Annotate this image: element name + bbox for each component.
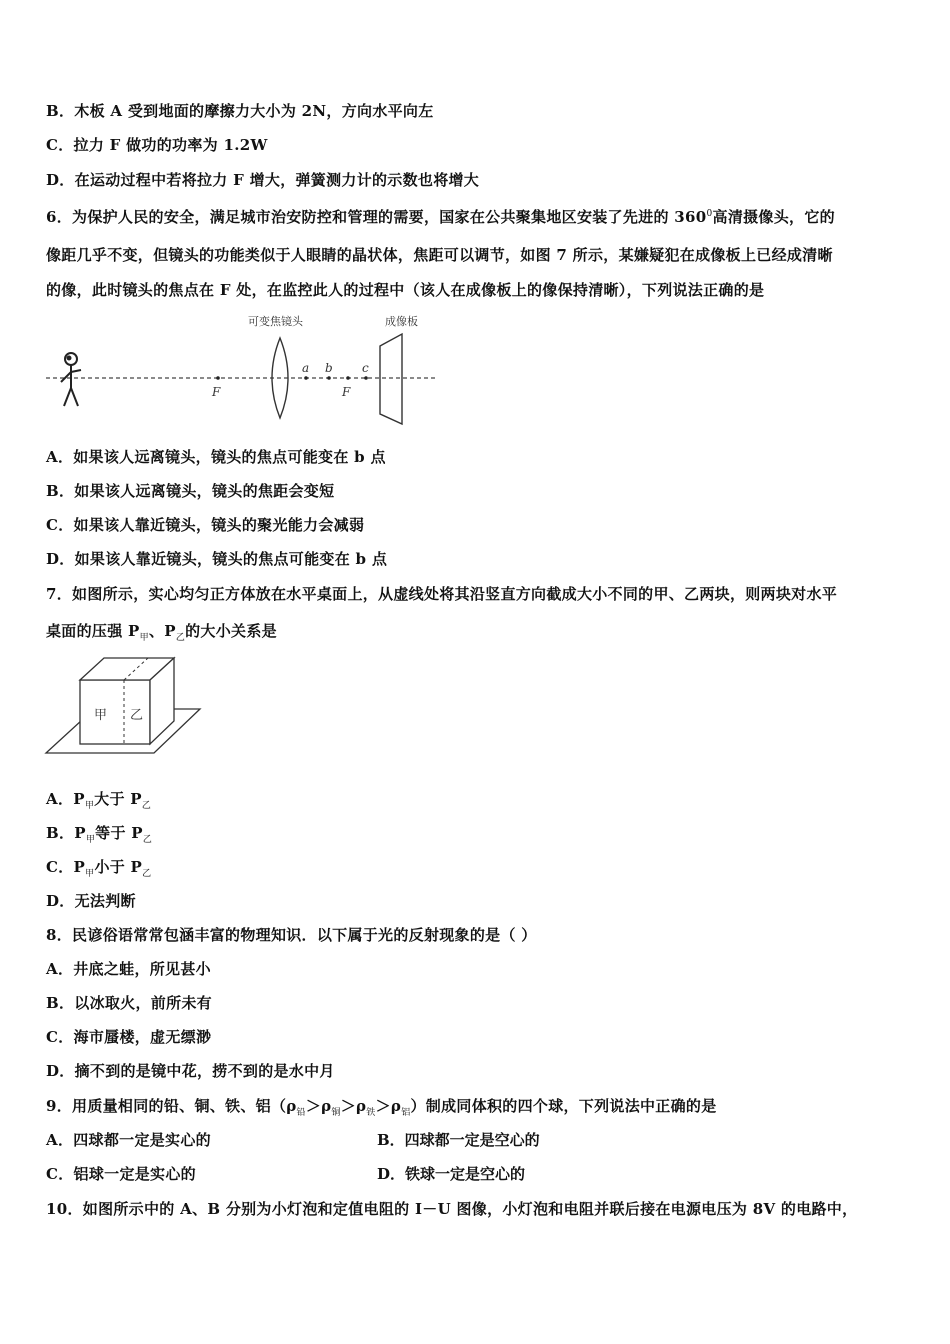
q7-option-a-sub2: 乙 (141, 801, 152, 811)
q7-stem-line2-b: 、P (148, 622, 176, 640)
q7-option-c-pre: C．P (46, 858, 86, 876)
point-a-label: a (302, 361, 310, 375)
q8-option-a: A．井底之蛙，所见甚小 (46, 960, 211, 978)
q9-stem-pre: 9．用质量相同的铅、铜、铁、铝（ρ (46, 1097, 297, 1115)
q10-stem: 10．如图所示中的 A、B 分别为小灯泡和定值电阻的 I－U 图像，小灯泡和电阻并联后接在电源电压为 8V 的电路中， (46, 1200, 858, 1218)
q9-stem-post: ）制成同体积的四个球，下列说法中正确的是 (410, 1097, 717, 1115)
q6-option-d: D．如果该人靠近镜头，镜头的焦点可能变在 b 点 (46, 550, 388, 568)
point-c (364, 376, 368, 380)
q6-stem-line2: 像距几乎不变，但镜头的功能类似于人眼睛的晶状体，焦距可以调节，如图 7 所示，某嫌疑犯在成像板上已经成清晰 (46, 246, 833, 264)
q7-cube-figure (44, 655, 204, 759)
q9-sub-copper: 铜 (331, 1108, 341, 1118)
q7-option-a-sub1: 甲 (84, 801, 95, 811)
screen-label: 成像板 (385, 315, 418, 328)
q9-gt3: ＞ρ (375, 1097, 402, 1115)
q9-option-a: A．四球都一定是实心的 (46, 1131, 211, 1149)
q6-stem-line1-b: 高清摄像头，它的 (712, 208, 835, 226)
q7-option-c (46, 857, 151, 884)
q6-degree-sup: 0 (706, 209, 713, 219)
q7-option-b (46, 823, 152, 850)
q7-option-d: D．无法判断 (46, 892, 136, 910)
q7-option-a (46, 789, 151, 816)
lens-label: 可变焦镜头 (248, 315, 303, 328)
person-icon (61, 353, 81, 406)
q7-option-c-mid: 小于 P (94, 858, 143, 876)
q9-sub-aluminum: 铝 (401, 1108, 411, 1118)
focus-point-right (346, 376, 350, 380)
q8-stem: 8．民谚俗语常常包涵丰富的物理知识．以下属于光的反射现象的是（ ） (46, 926, 537, 944)
focus-point-left (216, 376, 220, 380)
q6-stem-line1-a: 6．为保护人民的安全，满足城市治安防控和管理的需要，国家在公共聚集地区安装了先进的 360 (46, 208, 707, 226)
q5-option-d: D．在运动过程中若将拉力 F 增大，弹簧测力计的示数也将增大 (46, 171, 480, 189)
q9-sub-lead: 铅 (296, 1108, 306, 1118)
q9-option-d: D．铁球一定是空心的 (377, 1165, 526, 1183)
q7-option-b-sub2: 乙 (142, 835, 153, 845)
q9-stem (46, 1096, 717, 1123)
point-b-label: b (325, 361, 333, 375)
point-a (304, 376, 308, 380)
q5-option-b: B．木板 A 受到地面的摩擦力大小为 2N，方向水平向左 (46, 102, 434, 120)
q7-stem-line2-a: 桌面的压强 P (46, 622, 140, 640)
q7-option-a-pre: A．P (46, 790, 85, 808)
point-b (327, 376, 331, 380)
q9-sub-iron: 铁 (366, 1108, 376, 1118)
focus-label-left: F (212, 385, 221, 399)
q7-stem-line2 (46, 621, 277, 648)
q7-sub-yi: 乙 (175, 633, 186, 643)
q9-option-b: B．四球都一定是空心的 (377, 1131, 540, 1149)
q6-option-b: B．如果该人远离镜头，镜头的焦距会变短 (46, 482, 335, 500)
label-jia: 甲 (94, 708, 108, 723)
q8-option-c: C．海市蜃楼，虚无缥渺 (46, 1028, 212, 1046)
q8-option-b: B．以冰取火，前所未有 (46, 994, 212, 1012)
q7-option-b-pre: B．P (46, 824, 86, 842)
image-screen (380, 334, 402, 424)
q7-option-c-sub1: 甲 (85, 869, 95, 879)
q8-option-d: D．摘不到的是镜中花，捞不到的是水中月 (46, 1062, 335, 1080)
q7-option-b-sub1: 甲 (85, 835, 96, 845)
focus-label-right: F (342, 385, 351, 399)
point-c-label: c (362, 361, 369, 375)
q6-stem-line1 (46, 204, 835, 227)
label-yi: 乙 (130, 708, 144, 723)
q6-lens-figure (44, 312, 444, 430)
q6-option-c: C．如果该人靠近镜头，镜头的聚光能力会减弱 (46, 516, 365, 534)
q5-option-c: C．拉力 F 做功的功率为 1.2W (46, 136, 268, 154)
q9-gt1: ＞ρ (305, 1097, 332, 1115)
q9-gt2: ＞ρ (340, 1097, 367, 1115)
q6-option-a: A．如果该人远离镜头，镜头的焦点可能变在 b 点 (46, 448, 386, 466)
q6-stem-line3: 的像，此时镜头的焦点在 F 处，在监控此人的过程中（该人在成像板上的像保持清晰），下列说法正确的是 (46, 281, 765, 299)
q7-option-a-mid: 大于 P (94, 790, 142, 808)
q7-sub-jia: 甲 (139, 633, 149, 643)
q7-option-b-mid: 等于 P (95, 824, 143, 842)
q7-stem-line1: 7．如图所示，实心均匀正方体放在水平桌面上，从虚线处将其沿竖直方向截成大小不同的甲、乙两块，则两块对水平 (46, 585, 838, 603)
q9-option-c: C．铝球一定是实心的 (46, 1165, 196, 1183)
q7-option-c-sub2: 乙 (142, 869, 152, 879)
q7-stem-line2-c: 的大小关系是 (185, 622, 277, 640)
